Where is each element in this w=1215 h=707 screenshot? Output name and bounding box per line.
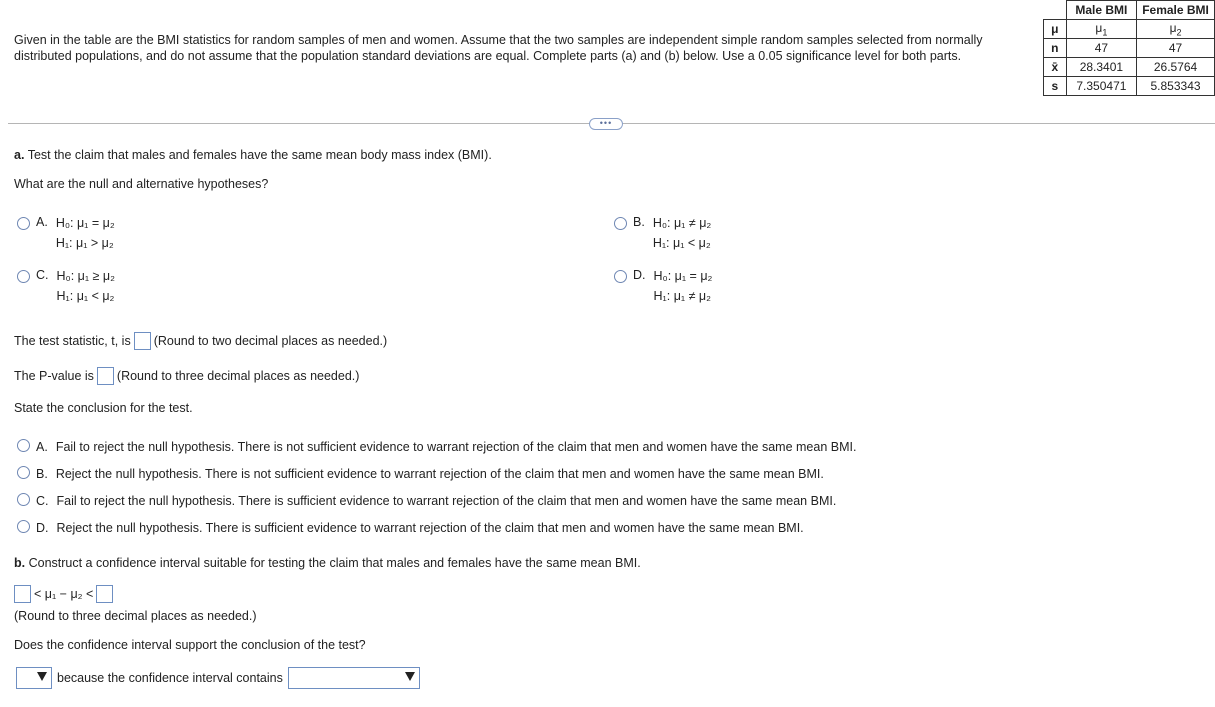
problem-intro: Given in the table are the BMI statistics for random samples of men and women. Assume that the two samples are independent simple random samples selected from normally distributed populations, and do not assume that the population standard deviations are equal. Complete parts (a) and (b) below. Use a 0.05 significance level for both parts.	[14, 33, 983, 63]
table-row	[1044, 20, 1215, 39]
table-cell: 47	[1137, 39, 1215, 58]
pvalue-input[interactable]	[97, 367, 114, 385]
table-row-label: x̄	[1044, 58, 1067, 77]
table-cell: 5.853343	[1137, 77, 1215, 96]
table-row	[1044, 39, 1215, 58]
radio-button[interactable]	[17, 217, 30, 230]
null-hypothesis: H₀: μ₁ ≠ μ₂	[652, 216, 712, 230]
ci-lower-input[interactable]	[14, 585, 31, 603]
pvalue-row: The P-value is (Round to three decimal places as needed.)	[14, 369, 360, 383]
radio-button[interactable]	[17, 466, 30, 479]
alt-hypothesis: H₁: μ₁ < μ₂	[652, 236, 711, 250]
table-cell: 47	[1066, 39, 1136, 58]
alt-hypothesis: H₁: μ₁ ≠ μ₂	[653, 289, 711, 303]
table-row-label: s	[1044, 77, 1067, 96]
null-hypothesis: H₀: μ₁ = μ₂	[653, 269, 713, 283]
ci-support-question: Does the confidence interval support the conclusion of the test?	[14, 638, 366, 652]
part-b-claim: b. Construct a confidence interval suitable for testing the claim that males and females have the same mean BMI.	[14, 556, 641, 570]
radio-button[interactable]	[614, 217, 627, 230]
radio-button[interactable]	[17, 270, 30, 283]
confidence-interval-row: < μ₁ − μ₂ <	[14, 585, 116, 603]
radio-button[interactable]	[17, 493, 30, 506]
hypothesis-option-b[interactable]: B. H₀: μ₁ ≠ μ₂ H₁: μ₁ < μ₂	[614, 213, 711, 253]
dropdown-arrow-icon	[37, 672, 47, 681]
ci-support-row: because the confidence interval contains	[16, 667, 420, 689]
conclusion-option-b[interactable]: B. Reject the null hypothesis. There is not sufficient evidence to warrant rejection of the claim that men and women have the same mean BMI.	[17, 466, 824, 481]
table-cell: $\mu_1$	[1066, 20, 1136, 39]
bmi-stats-table	[1043, 0, 1215, 96]
null-hypothesis: H₀: μ₁ ≥ μ₂	[56, 269, 115, 283]
conclusion-option-d[interactable]: D. Reject the null hypothesis. There is sufficient evidence to warrant rejection of the claim that men and women have the same mean BMI.	[17, 520, 804, 535]
radio-button[interactable]	[17, 520, 30, 533]
conclusion-prompt: State the conclusion for the test.	[14, 401, 193, 415]
alt-hypothesis: H₁: μ₁ < μ₂	[56, 289, 115, 303]
table-cell: 28.3401	[1066, 58, 1136, 77]
hypothesis-option-d[interactable]: D. H₀: μ₁ = μ₂ H₁: μ₁ ≠ μ₂	[614, 266, 712, 306]
table-header-blank	[1044, 1, 1067, 20]
table-row	[1044, 58, 1215, 77]
hypothesis-option-c[interactable]: C. H₀: μ₁ ≥ μ₂ H₁: μ₁ < μ₂	[17, 266, 115, 306]
dropdown-arrow-icon	[405, 672, 415, 681]
ci-hint: (Round to three decimal places as needed.)	[14, 609, 257, 623]
part-a-claim: a. Test the claim that males and females have the same mean body mass index (BMI).	[14, 148, 492, 162]
table-cell: 26.5764	[1137, 58, 1215, 77]
conclusion-option-a[interactable]: A. Fail to reject the null hypothesis. There is not sufficient evidence to warrant rejection of the claim that men and women have the same mean BMI.	[17, 439, 856, 454]
ci-upper-input[interactable]	[96, 585, 113, 603]
test-statistic-input[interactable]	[134, 332, 151, 350]
table-cell: $\mu_2$	[1137, 20, 1215, 39]
table-header-female: Female BMI	[1137, 1, 1215, 20]
table-cell: 7.350471	[1066, 77, 1136, 96]
conclusion-option-c[interactable]: C. Fail to reject the null hypothesis. There is sufficient evidence to warrant rejection of the claim that men and women have the same mean BMI.	[17, 493, 836, 508]
test-statistic-row: The test statistic, t, is (Round to two decimal places as needed.)	[14, 334, 388, 348]
table-row	[1044, 77, 1215, 96]
part-a-question: What are the null and alternative hypotheses?	[14, 177, 269, 191]
table-header-row	[1044, 1, 1215, 20]
null-hypothesis: H₀: μ₁ = μ₂	[55, 216, 115, 230]
hypothesis-option-a[interactable]: A. H₀: μ₁ = μ₂ H₁: μ₁ > μ₂	[17, 213, 115, 253]
radio-button[interactable]	[17, 439, 30, 452]
table-row-label: n	[1044, 39, 1067, 58]
contains-select[interactable]	[288, 667, 420, 689]
alt-hypothesis: H₁: μ₁ > μ₂	[55, 236, 114, 250]
table-row-label: μ	[1044, 20, 1067, 39]
radio-button[interactable]	[614, 270, 627, 283]
table-header-male: Male BMI	[1066, 1, 1136, 20]
support-select[interactable]	[16, 667, 52, 689]
expand-more-button[interactable]: •••	[589, 118, 623, 130]
